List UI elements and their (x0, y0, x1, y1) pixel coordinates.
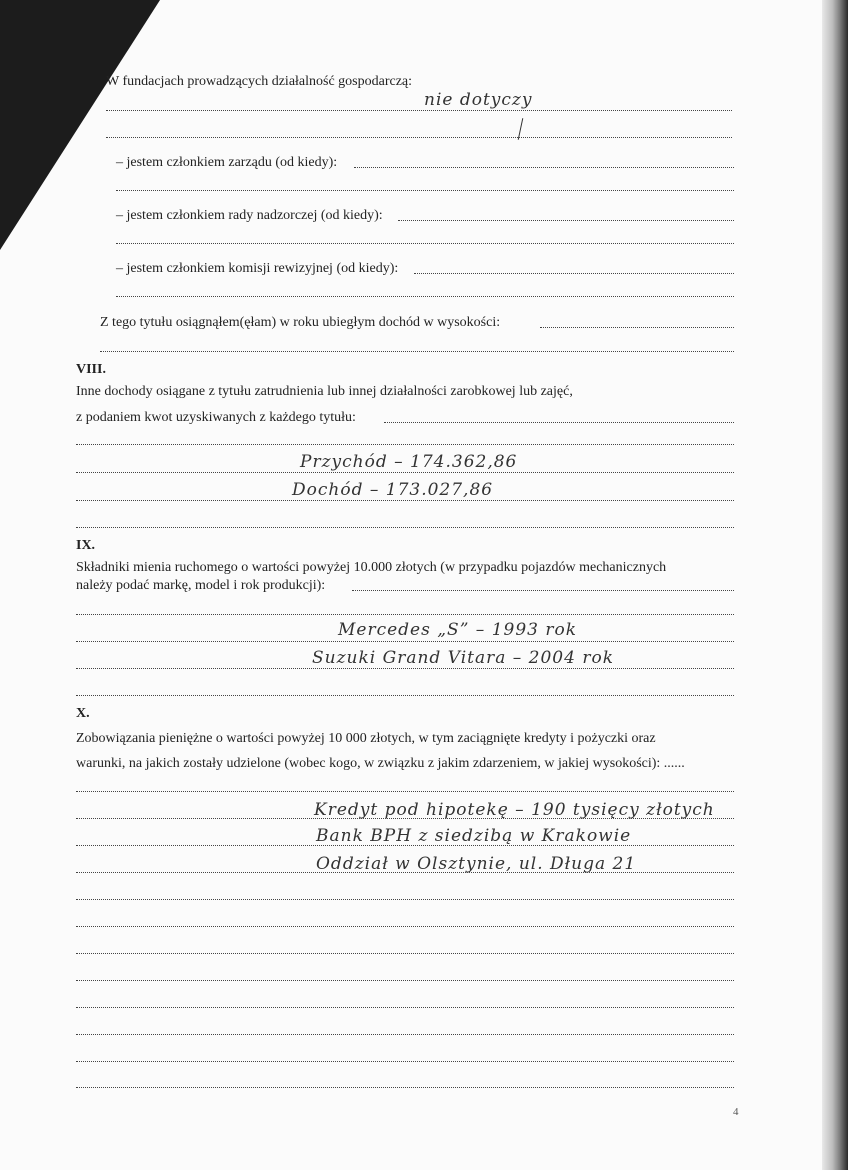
section-x-line2: warunki, na jakich zostały udzielone (wobec kogo, w związku z jakim zdarzeniem, w jakiej wysokości): ...... (76, 756, 685, 771)
dotted-line (106, 110, 732, 111)
dotted-line (398, 220, 734, 221)
dotted-line (76, 1061, 734, 1062)
dotted-line (76, 500, 734, 501)
dotted-line (76, 1087, 734, 1088)
dotted-line (76, 899, 734, 900)
dotted-line (116, 296, 734, 297)
income-from-title-label: Z tego tytułu osiągnąłem(ęłam) w roku ubiegłym dochód w wysokości: (100, 315, 501, 330)
section-x-heading: X. (76, 706, 90, 721)
dotted-line (352, 590, 734, 591)
audit-member-label: – jestem członkiem komisji rewizyjnej (od kiedy): (116, 261, 399, 276)
dotted-line (354, 167, 734, 168)
page-number: 4 (733, 1106, 739, 1118)
handwritten-foundation: nie dotyczy (424, 90, 533, 110)
board-member-label: – jestem członkiem zarządu (od kiedy): (116, 155, 338, 170)
handwritten-loan-3: Oddział w Olsztynie, ul. Długa 21 (316, 854, 637, 874)
section-viii-line2: z podaniem kwot uzyskiwanych z każdego tytułu: (76, 410, 356, 425)
dotted-line (116, 190, 734, 191)
handwritten-income-2: Dochód – 173.027,86 (292, 480, 494, 500)
dotted-line (76, 695, 734, 696)
dotted-line (76, 791, 734, 792)
section-viii-line1: Inne dochody osiągane z tytułu zatrudnienia lub innej działalności zarobkowej lub zajęć, (76, 384, 573, 399)
handwritten-loan-2: Bank BPH z siedzibą w Krakowie (316, 826, 632, 846)
page-edge-shadow (822, 0, 848, 1170)
section-x-line1: Zobowiązania pieniężne o wartości powyżej 10 000 złotych, w tym zaciągnięte kredyty i pożyczki oraz (76, 731, 656, 746)
handwritten-loan-1: Kredyt pod hipotekę – 190 tysięcy złotych (314, 800, 715, 820)
handwritten-vehicle-2: Suzuki Grand Vitara – 2004 rok (312, 648, 614, 668)
dotted-line (76, 1007, 734, 1008)
dotted-line (116, 243, 734, 244)
dotted-line (540, 327, 734, 328)
dotted-line (76, 641, 734, 642)
section-ix-heading: IX. (76, 538, 96, 553)
dotted-line (106, 137, 732, 138)
section-viii-heading: VIII. (76, 362, 106, 377)
dotted-line (76, 527, 734, 528)
dotted-line (76, 872, 734, 873)
handwritten-income-1: Przychód – 174.362,86 (300, 452, 518, 472)
dotted-line (76, 845, 734, 846)
foundation-intro: W fundacjach prowadzących działalność gospodarczą: (106, 74, 413, 89)
dotted-line (76, 926, 734, 927)
dotted-line (414, 273, 734, 274)
section-ix-line1: Składniki mienia ruchomego o wartości powyżej 10.000 złotych (w przypadku pojazdów mechanicznych (76, 560, 667, 575)
dotted-line (76, 953, 734, 954)
dotted-line (76, 472, 734, 473)
dotted-line (100, 351, 734, 352)
section-ix-line2: należy podać markę, model i rok produkcji): (76, 578, 326, 593)
supervisory-member-label: – jestem członkiem rady nadzorczej (od kiedy): (116, 208, 383, 223)
handwritten-vehicle-1: Mercedes „S” – 1993 rok (338, 620, 578, 640)
dotted-line (76, 444, 734, 445)
dotted-line (76, 980, 734, 981)
dotted-line (76, 818, 734, 819)
dotted-line (384, 422, 734, 423)
dotted-line (76, 614, 734, 615)
dotted-line (76, 668, 734, 669)
dotted-line (76, 1034, 734, 1035)
